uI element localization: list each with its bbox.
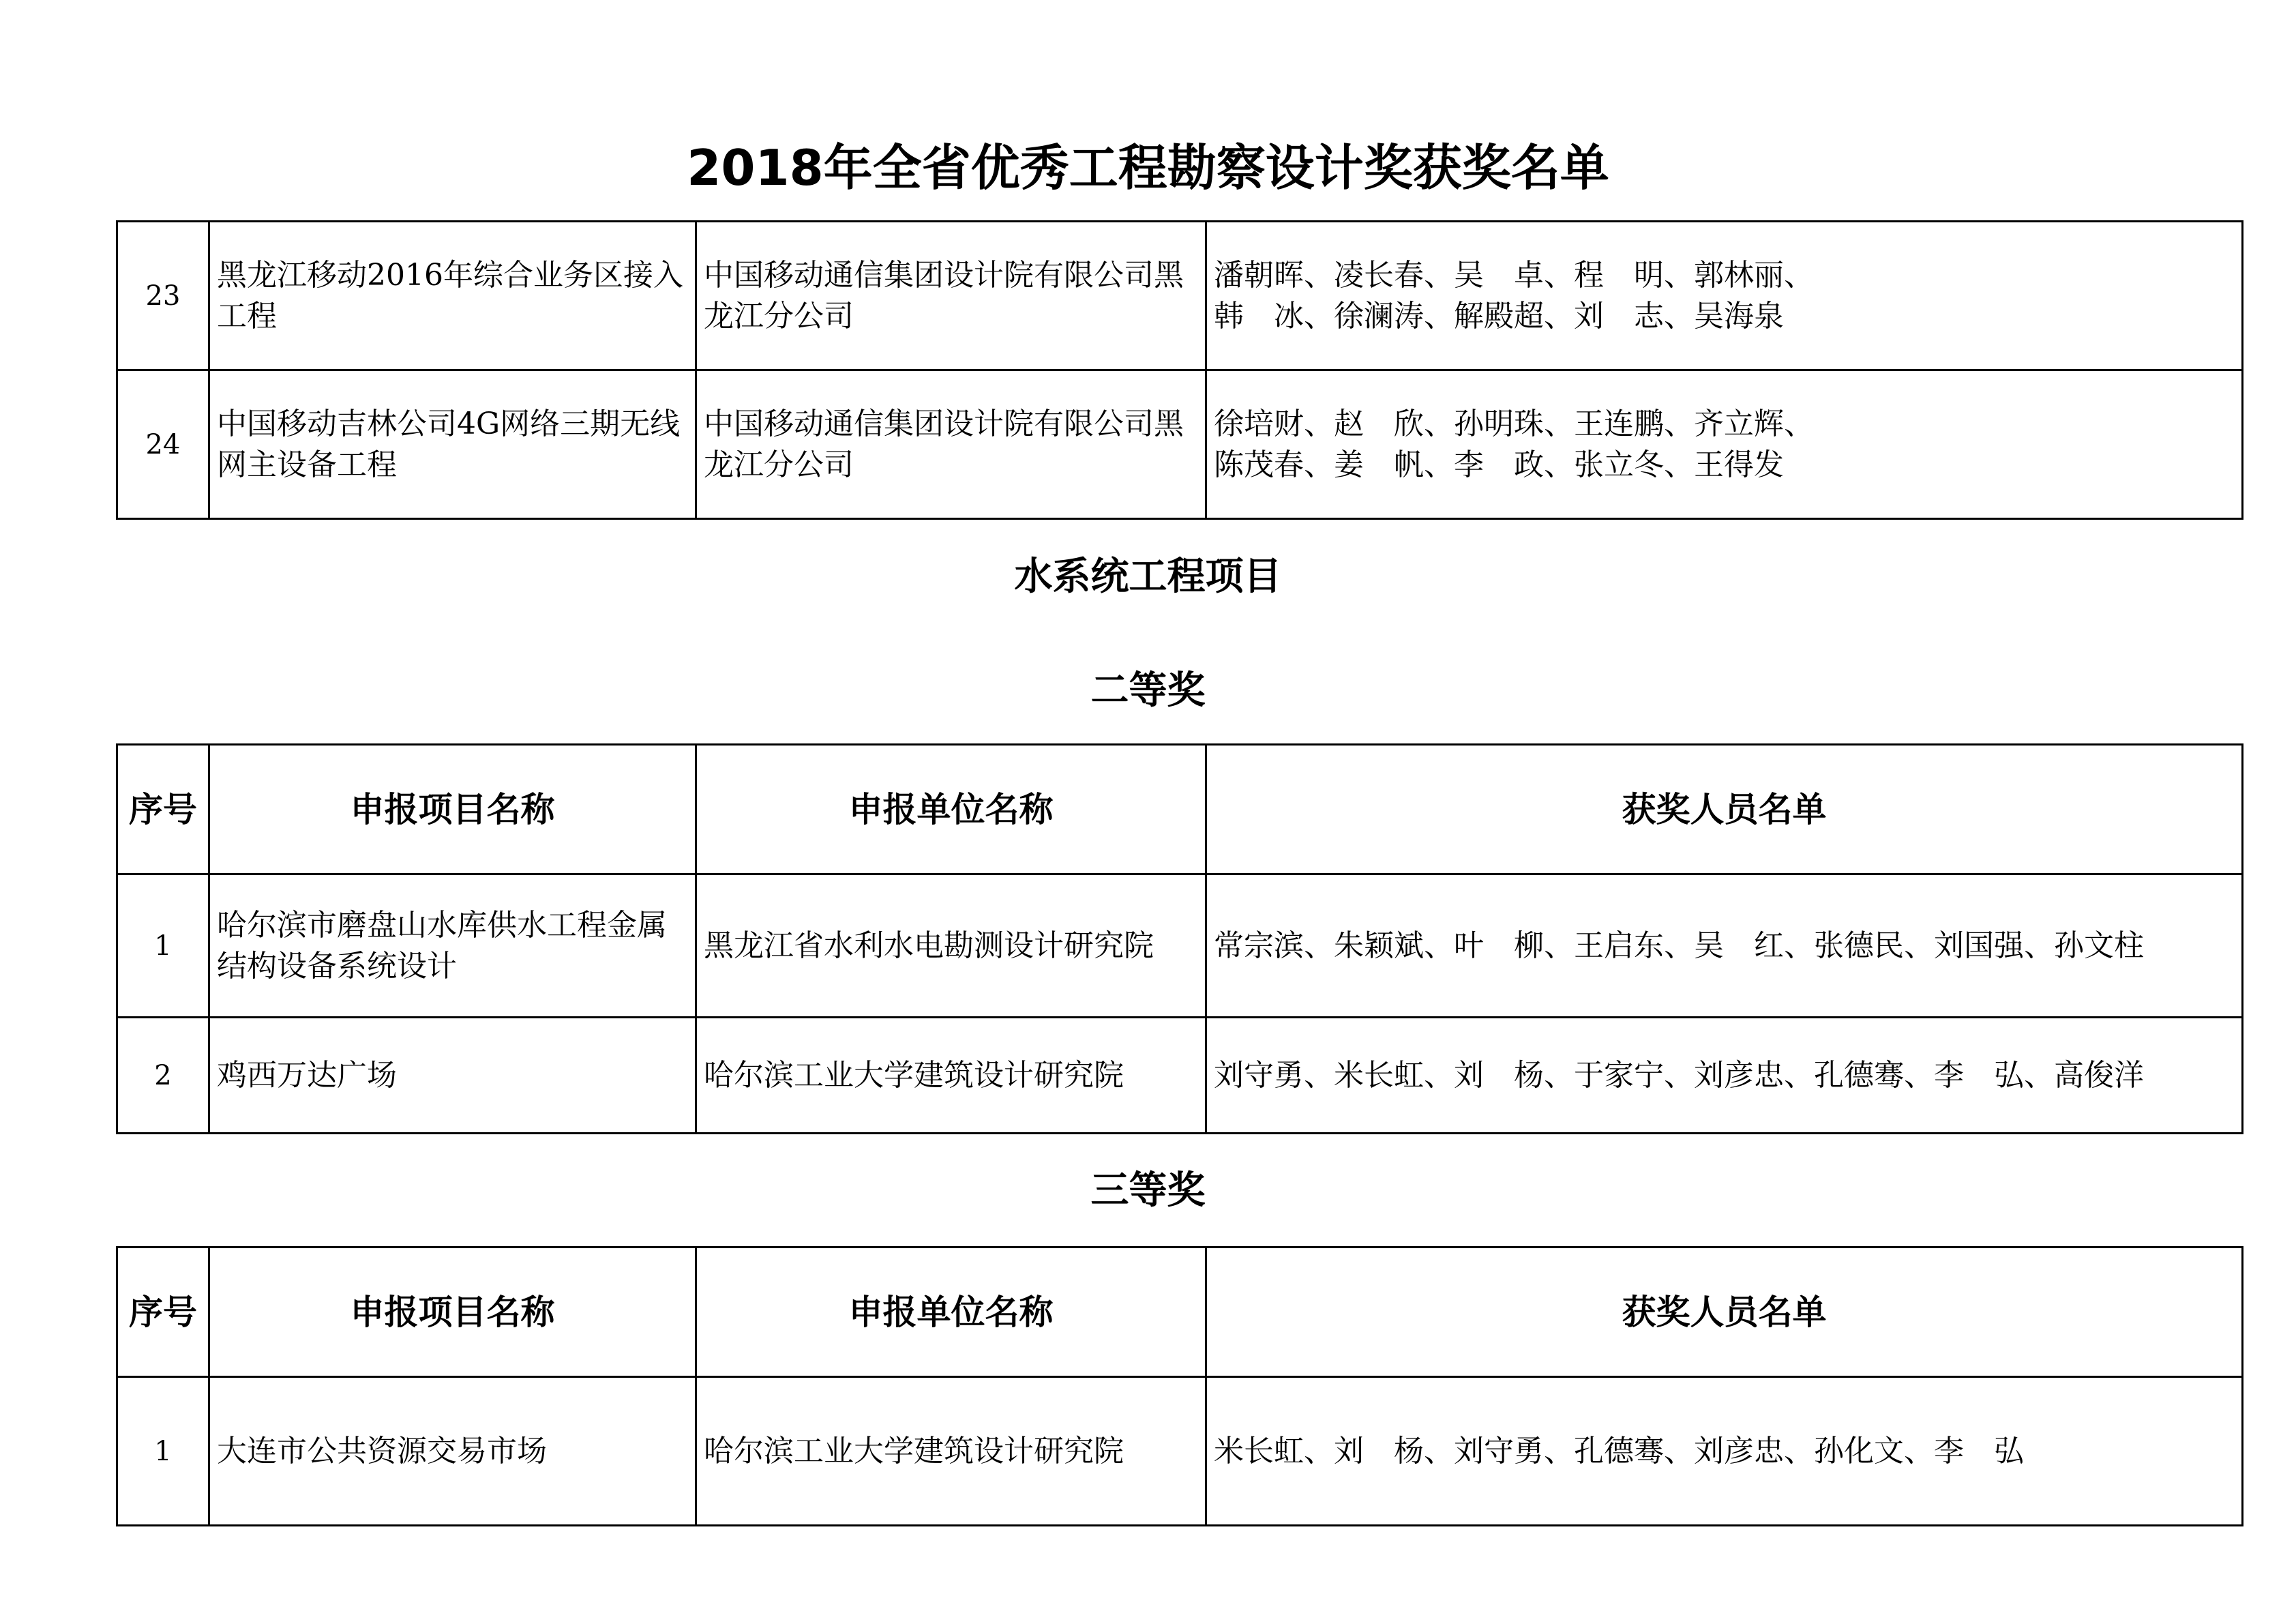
- column-header-project: 申报项目名称: [209, 1247, 696, 1377]
- third-prize-heading: 三等奖: [1090, 1168, 1206, 1213]
- project-name: 中国移动吉林公司4G网络三期无线网主设备工程: [209, 370, 696, 519]
- row-number: 24: [117, 370, 209, 519]
- project-name: 鸡西万达广场: [209, 1018, 696, 1134]
- column-header-number: 序号: [117, 1247, 209, 1377]
- award-people: 常宗滨、朱颖斌、叶 柳、王启东、吴 红、张德民、刘国强、孙文柱: [1206, 874, 2243, 1018]
- column-header-people: 获奖人员名单: [1206, 1247, 2243, 1377]
- row-number: 2: [117, 1018, 209, 1134]
- project-name: 哈尔滨市磨盘山水库供水工程金属结构设备系统设计: [209, 874, 696, 1018]
- column-header-org: 申报单位名称: [696, 1247, 1206, 1377]
- continued-award-table: [116, 220, 2243, 520]
- third-prize-table: [116, 1246, 2243, 1526]
- category-heading: 水系统工程项目: [1014, 555, 1282, 599]
- project-name: 黑龙江移动2016年综合业务区接入工程: [209, 222, 696, 370]
- table-row: [117, 874, 2243, 1018]
- column-header-number: 序号: [117, 745, 209, 874]
- table-header-row: [117, 1247, 2243, 1377]
- award-people: 刘守勇、米长虹、刘 杨、于家宁、刘彦忠、孔德骞、李 弘、高俊洋: [1206, 1018, 2243, 1134]
- page-title: 2018年全省优秀工程勘察设计奖获奖名单: [687, 139, 1609, 196]
- award-people: [1206, 222, 2243, 370]
- row-number: 1: [117, 1377, 209, 1526]
- award-people-line: 徐培财、赵 欣、孙明珠、王连鹏、齐立辉、: [1214, 406, 1814, 441]
- award-people-line: 陈茂春、姜 帆、李 政、张立冬、王得发: [1214, 447, 1784, 482]
- organization-name: 中国移动通信集团设计院有限公司黑龙江分公司: [696, 222, 1206, 370]
- table-row: [117, 1377, 2243, 1526]
- second-prize-heading: 二等奖: [1090, 668, 1206, 713]
- table-row: [117, 1018, 2243, 1134]
- row-number: 23: [117, 222, 209, 370]
- table-row: [117, 370, 2243, 519]
- organization-name: 哈尔滨工业大学建筑设计研究院: [696, 1377, 1206, 1526]
- table-header-row: [117, 745, 2243, 874]
- organization-name: 哈尔滨工业大学建筑设计研究院: [696, 1018, 1206, 1134]
- column-header-people: 获奖人员名单: [1206, 745, 2243, 874]
- award-people: 米长虹、刘 杨、刘守勇、孔德骞、刘彦忠、孙化文、李 弘: [1206, 1377, 2243, 1526]
- award-people: [1206, 370, 2243, 519]
- second-prize-table: [116, 743, 2243, 1134]
- row-number: 1: [117, 874, 209, 1018]
- table-row: [117, 222, 2243, 370]
- column-header-org: 申报单位名称: [696, 745, 1206, 874]
- column-header-project: 申报项目名称: [209, 745, 696, 874]
- award-people-line: 潘朝晖、凌长春、吴 卓、程 明、郭林丽、: [1214, 257, 1814, 293]
- organization-name: 中国移动通信集团设计院有限公司黑龙江分公司: [696, 370, 1206, 519]
- organization-name: 黑龙江省水利水电勘测设计研究院: [696, 874, 1206, 1018]
- award-people-line: 韩 冰、徐澜涛、解殿超、刘 志、吴海泉: [1214, 298, 1784, 334]
- project-name: 大连市公共资源交易市场: [209, 1377, 696, 1526]
